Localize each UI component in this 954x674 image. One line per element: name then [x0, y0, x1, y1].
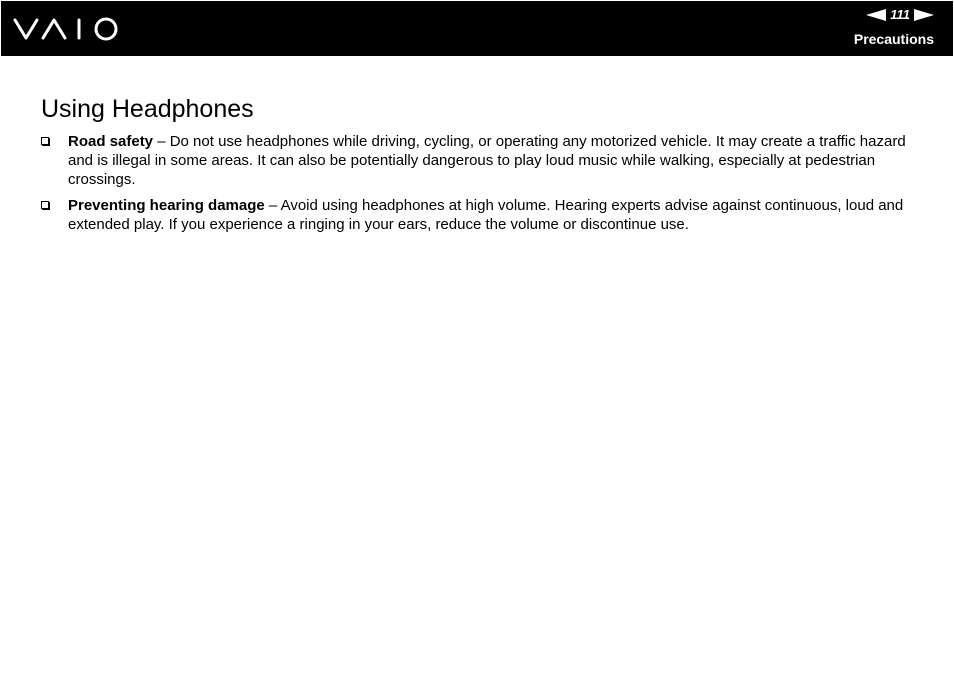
safety-list — [41, 132, 921, 241]
checkbox-bullet-icon — [41, 137, 49, 145]
list-item-hearing-damage — [41, 196, 921, 234]
previous-page-icon[interactable] — [866, 9, 886, 21]
next-page-icon[interactable] — [914, 9, 934, 21]
section-label: Precautions — [853, 31, 934, 47]
list-item-road-safety — [41, 132, 921, 189]
page-title: Using Headphones — [41, 95, 254, 123]
vaio-logo — [13, 15, 121, 43]
header-bar — [1, 1, 953, 56]
item-text: – Avoid using headphones at high volume. Hearing experts advise against continuous, loud and extended play. If you experience a ringing in your ears, reduce the volume or discontinue use. — [68, 197, 904, 233]
checkbox-bullet-icon — [41, 201, 49, 209]
page-number: 111 — [890, 7, 910, 22]
item-term: Road safety — [68, 133, 154, 150]
item-text: – Do not use headphones while driving, cycling, or operating any motorized vehicle. It may create a traffic hazard and is illegal in some areas. It can also be potentially dangerous to play loud music while walking, especially at pedestrian crossings. — [68, 133, 906, 188]
item-term: Preventing hearing damage — [68, 197, 265, 214]
page-navigation — [866, 7, 934, 23]
